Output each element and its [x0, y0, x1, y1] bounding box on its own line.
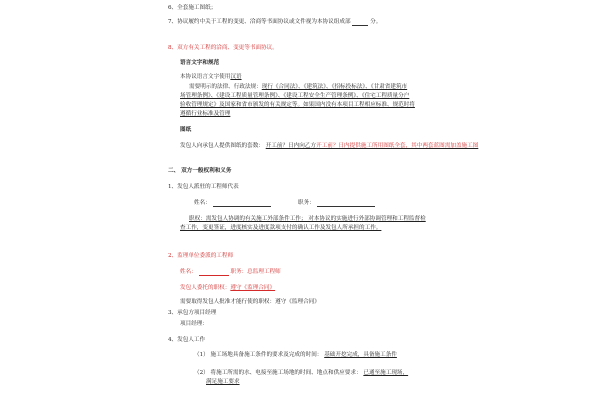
supervisor-approval-line: 需要取得发包人批准才能行使的职权：遵守《监理合同》 [180, 299, 320, 305]
laws-value-1: 现行《合同法》、《建筑法》、《招标投标法》、《甘肃省建筑市 [261, 84, 408, 90]
rep-name-label: 姓名： [194, 200, 211, 206]
laws-value-4: 遵循行业标准及管理 [180, 111, 231, 117]
item-7-text-end: 分。 [370, 19, 382, 25]
laws-label: 需要明示的法律、行政法规： [189, 84, 262, 90]
supervisor-row [180, 269, 281, 276]
work-item-2-value-cont: 满足施工要求 [206, 379, 240, 385]
rep-duty-line-2: 查工作，变更签证，进度核实及进度款项支付的确认工作及发包人所承担的工作。 [180, 225, 382, 231]
item-8: 8、双方有关工程的洽商、变更等书面协议。 [168, 45, 278, 51]
work-item-2-label: （2） 将施工所需的水、电接至施工场地的时间、地点和供应要求： [194, 370, 362, 376]
supervisor-auth-label: 发包人委托的职权： [180, 285, 231, 291]
rep-title-row [298, 200, 375, 207]
section-2-sub-2: 2、监理单位委派的工程师 [168, 253, 234, 259]
language-label: 本协议语言文字使用 [180, 74, 231, 80]
rep-duty-line-1: 职权：需发包人协调的有关施工外部条件工作； 对本协议的实施进行外部协调管理和工程监督检 [189, 216, 426, 222]
rep-name-field [213, 200, 271, 207]
drawings-heading: 图纸 [180, 127, 192, 133]
drawings-value [266, 143, 479, 149]
rep-name-row [194, 200, 271, 207]
section-2-heading: 二、 双方一般权利和义务 [168, 168, 232, 174]
drawings-line [180, 143, 478, 150]
project-manager-label: 项目经理： [180, 321, 208, 327]
item-7 [168, 19, 381, 26]
drawings-value-red: 开工前？日内提供施工所用图纸全套，其中两套蓝图需加盖施工图 [316, 143, 479, 149]
work-item-2 [194, 370, 408, 377]
language-value: 汉语 [230, 74, 242, 80]
supervisor-name-field [199, 269, 229, 276]
item-7-text: 7、协议履约中关于工程的变更、洽商等书面协议或文件视为本协议组成部 [168, 19, 351, 25]
rep-title-field [317, 200, 375, 207]
language-line-1 [180, 74, 242, 81]
language-heading: 语言文字和规范 [180, 60, 220, 66]
drawings-label: 发包人向承包人提供图纸的套数： [180, 143, 264, 149]
work-item-1 [194, 352, 397, 359]
supervisor-name-label: 姓名： [180, 269, 197, 275]
work-item-1-value: 基础开挖完成，具备施工条件 [324, 352, 397, 358]
laws-value-2: 场管理条例》、《建设工程质量管理条例》、《建设工程安全生产管理条例》、《住宅工程质量分户 [180, 93, 410, 99]
work-item-1-label: （1） 施工场地具备施工条件的要求及完成的时间： [194, 352, 323, 358]
laws-value-3: 验收管理规定》及国家和省市颁发的有关规定等。如果国内没有本项目工程相应标准、规范时将 [180, 102, 415, 108]
work-item-2-value: 已通至施工现场， [363, 370, 409, 376]
supervisor-auth-value: 遵守《监理合同》 [230, 285, 276, 291]
drawings-value-black: 开工前？日内向乙方 [265, 143, 317, 149]
section-2-sub-3: 3、承包方项目经理 [168, 310, 217, 316]
supervisor-auth-row [180, 285, 275, 292]
section-2-sub-4: 4、发包人工作 [168, 337, 206, 343]
item-7-blank [352, 19, 368, 26]
item-6: 6、全套施工图纸； [168, 5, 217, 11]
supervisor-title: 职务：总监理工程师 [230, 269, 281, 275]
rep-title-label: 职务： [298, 200, 315, 206]
section-2-sub-1: 1、发包人派驻的工程师代表 [168, 184, 239, 190]
language-line-2 [189, 84, 407, 91]
